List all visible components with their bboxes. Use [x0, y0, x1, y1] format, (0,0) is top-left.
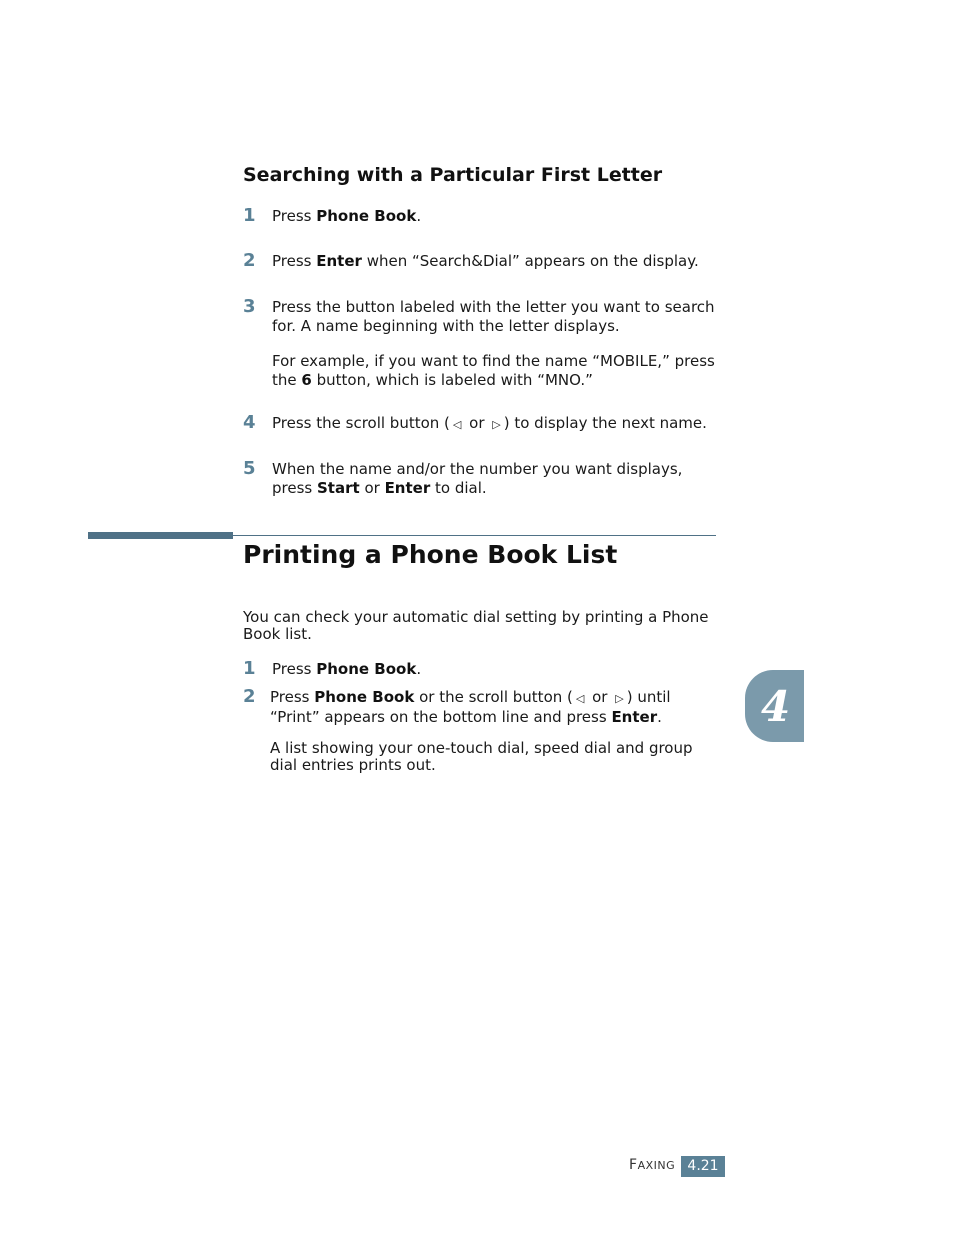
scroll-right-icon: ▷ — [492, 418, 501, 431]
step-number: 5 — [243, 458, 256, 479]
footer-label-initial: F — [629, 1157, 638, 1173]
text-run: ) until “Print” appears on the bottom line and press — [270, 688, 671, 726]
bold-term: Phone Book — [316, 660, 417, 678]
scroll-left-icon: ◁ — [452, 418, 462, 431]
text-run: or — [359, 479, 385, 497]
step-note — [272, 352, 717, 390]
bold-term: Enter — [316, 252, 362, 270]
bold-term: Enter — [384, 479, 431, 497]
step-text — [272, 460, 692, 498]
step-text — [272, 660, 722, 679]
scroll-left-icon: ◁ — [575, 692, 585, 705]
step-number: 3 — [243, 296, 256, 317]
step-number: 4 — [243, 412, 256, 433]
text-run: or — [587, 688, 613, 706]
chapter-tab — [745, 670, 804, 742]
step-text — [270, 688, 695, 726]
step-text — [272, 414, 722, 434]
text-run: When the name and/or the number you want displays, press — [272, 460, 683, 497]
page-number-badge: 4.21 — [681, 1156, 725, 1177]
text-run: A list showing your one-touch dial, speed dial and group dial entries prints out. — [270, 739, 693, 774]
text-run: . — [416, 660, 422, 678]
step-number: 1 — [243, 205, 256, 226]
text-run: Press — [270, 688, 315, 706]
scroll-right-icon: ▷ — [615, 692, 624, 705]
text-run: ) to display the next name. — [503, 414, 707, 432]
text-run: when “Search&Dial” appears on the display. — [361, 252, 699, 270]
section-title: Printing a Phone Book List — [243, 540, 618, 569]
chapter-number: 4 — [761, 682, 791, 731]
text-run: Press — [272, 660, 317, 678]
footer-label-rest: AXING — [637, 1159, 676, 1172]
text-run: Press the scroll button ( — [272, 414, 450, 432]
bold-term: Start — [317, 479, 360, 497]
sub-heading: Searching with a Particular First Letter — [243, 164, 663, 186]
text-run: For example, if you want to find the name “MOBILE,” press the — [272, 352, 715, 389]
step-number: 2 — [243, 686, 256, 707]
bold-term: Phone Book — [314, 688, 415, 706]
step-text — [272, 207, 722, 226]
text-run: button, which is labeled with “MNO.” — [311, 371, 593, 389]
intro-paragraph: You can check your automatic dial setting by printing a Phone Book list. — [243, 608, 709, 643]
text-run: . — [416, 207, 422, 225]
footer-chapter-label — [629, 1157, 675, 1173]
step-number: 1 — [243, 658, 256, 679]
text-run: Press — [272, 252, 317, 270]
section-rule-thin — [233, 535, 716, 536]
section-rule-thick — [88, 532, 233, 539]
bold-term: Phone Book — [316, 207, 417, 225]
text-run: . — [657, 708, 662, 726]
step-text — [272, 298, 717, 336]
text-run: or the scroll button ( — [414, 688, 573, 706]
text-run: Press the button labeled with the letter you want to search for. A name beginning with the letter displays. — [272, 298, 715, 335]
step-number: 2 — [243, 250, 256, 271]
step-text — [272, 252, 722, 271]
text-run: to dial. — [430, 479, 487, 497]
text-run: Press — [272, 207, 317, 225]
step-note — [270, 740, 720, 774]
text-run: or — [464, 414, 490, 432]
bold-term: Enter — [611, 708, 658, 726]
bold-term: 6 — [301, 371, 312, 389]
